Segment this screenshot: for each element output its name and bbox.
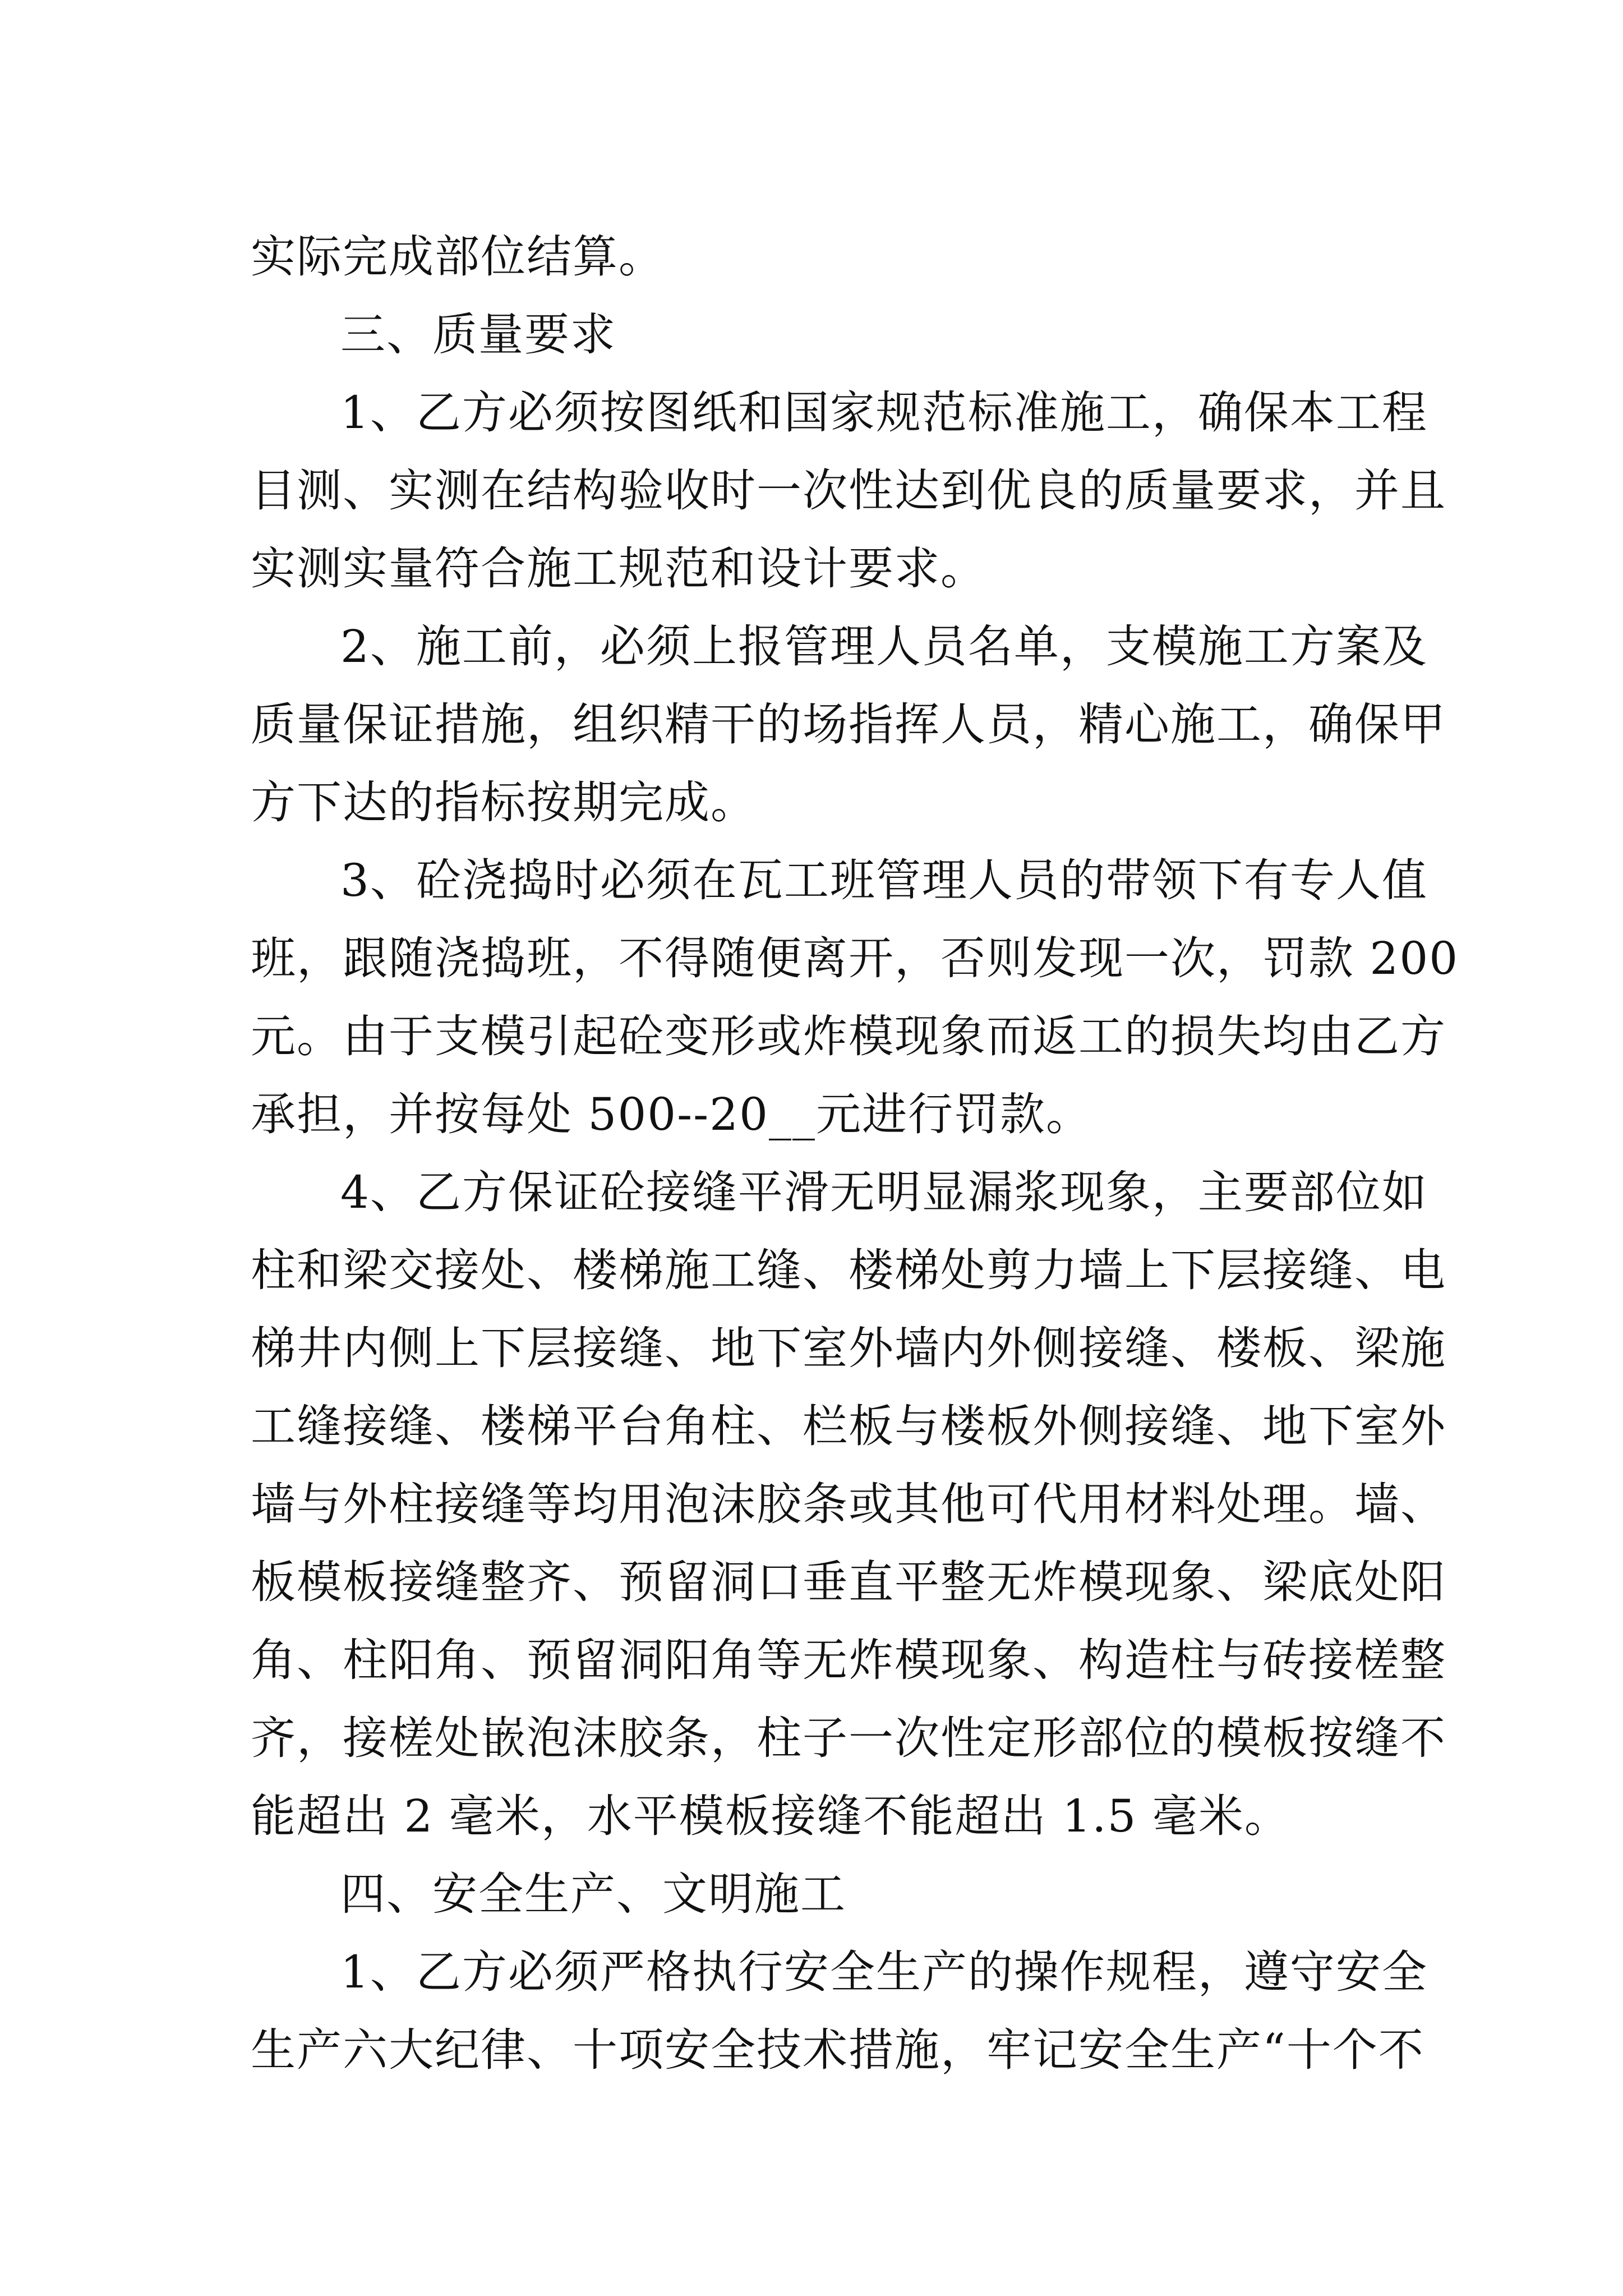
section-heading: 四、安全生产、文明施工: [340, 1868, 846, 1920]
text-line: 生产六大纪律、十项安全技术措施，牢记安全生产“十个不: [251, 2024, 1424, 2076]
section-heading: 三、质量要求: [340, 309, 616, 361]
text-line: 能超出 2 毫米，水平模板接缝不能超出 1.5 毫米。: [251, 1790, 1290, 1842]
text-line: 3、砼浇捣时必须在瓦工班管理人员的带领下有专人值: [340, 854, 1428, 907]
text-line: 班，跟随浇捣班，不得随便离开，否则发现一次，罚款 200: [251, 932, 1459, 984]
text-line: 齐，接槎处嵌泡沫胶条，柱子一次性定形部位的模板按缝不: [251, 1712, 1446, 1764]
text-line: 目测、实测在结构验收时一次性达到优良的质量要求，并且: [251, 464, 1446, 517]
text-line: 4、乙方保证砼接缝平滑无明显漏浆现象，主要部位如: [340, 1166, 1428, 1218]
text-line: 实际完成部位结算。: [251, 231, 665, 283]
text-line: 元。由于支模引起砼变形或炸模现象而返工的损失均由乙方: [251, 1010, 1446, 1062]
text-line: 1、乙方必须严格执行安全生产的操作规程，遵守安全: [340, 1946, 1428, 1998]
text-line: 板模板接缝整齐、预留洞口垂直平整无炸模现象、梁底处阳: [251, 1556, 1446, 1608]
document-body: [251, 218, 1459, 2089]
text-line: 角、柱阳角、预留洞阳角等无炸模现象、构造柱与砖接槎整: [251, 1634, 1446, 1686]
text-line: 工缝接缝、楼梯平台角柱、栏板与楼板外侧接缝、地下室外: [251, 1400, 1446, 1452]
text-line: 2、施工前，必须上报管理人员名单，支模施工方案及: [340, 620, 1428, 673]
text-line: 实测实量符合施工规范和设计要求。: [251, 542, 986, 595]
text-line: 墙与外柱接缝等均用泡沫胶条或其他可代用材料处理。墙、: [251, 1478, 1446, 1530]
text-line: 承担，并按每处 500--20__元进行罚款。: [251, 1088, 1092, 1140]
text-line: 质量保证措施，组织精干的场指挥人员，精心施工，确保甲: [251, 698, 1446, 751]
text-line: 方下达的指标按期完成。: [251, 776, 757, 829]
text-line: 柱和梁交接处、楼梯施工缝、楼梯处剪力墙上下层接缝、电: [251, 1244, 1446, 1296]
text-line: 1、乙方必须按图纸和国家规范标准施工，确保本工程: [340, 386, 1428, 439]
text-line: 梯井内侧上下层接缝、地下室外墙内外侧接缝、楼板、梁施: [251, 1322, 1446, 1374]
